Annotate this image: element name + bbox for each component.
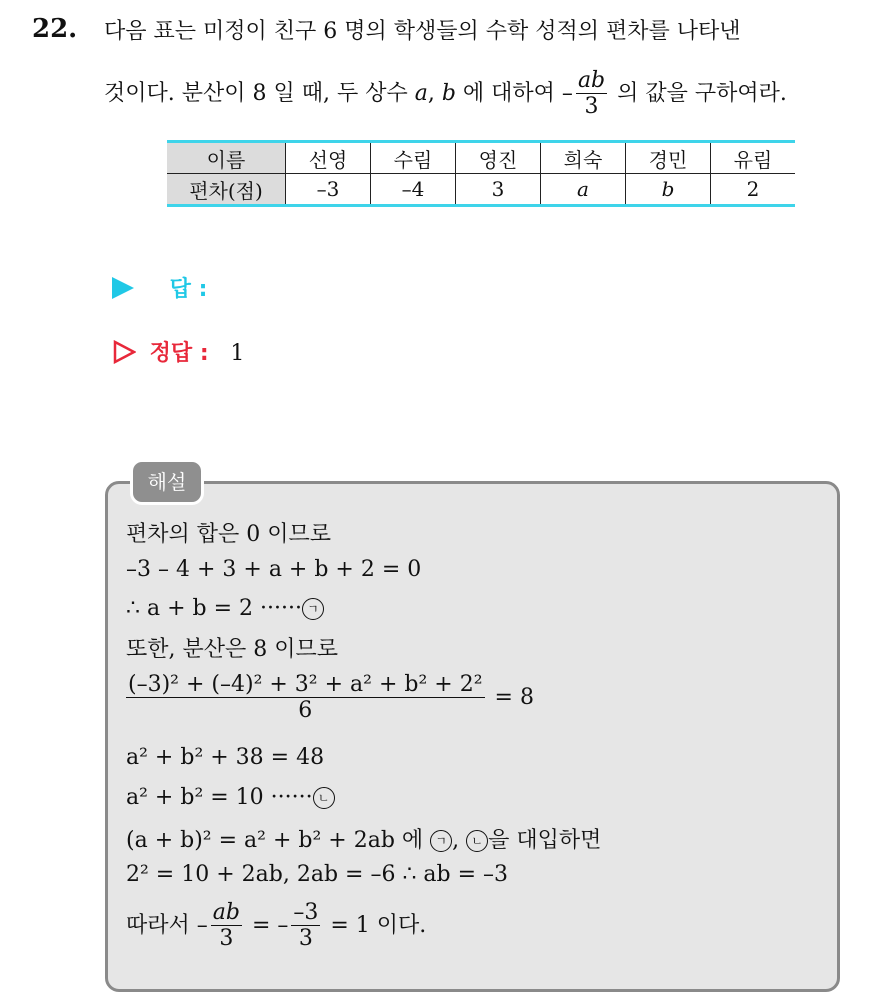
fraction-ab-over-3 (576, 68, 607, 120)
solution-text: ∴ a + b = 2 ······ (126, 596, 302, 621)
fraction-denominator: 3 (298, 926, 313, 952)
table-cell: 희숙 (541, 142, 626, 174)
question-line-2 (104, 68, 787, 120)
answer-row (112, 272, 207, 303)
circled-mark-nieun: ㄴ (313, 787, 335, 809)
correct-answer-label: 정답 : (149, 341, 209, 366)
solution-line-10 (126, 900, 426, 952)
circled-mark-giyeok: ㄱ (302, 598, 324, 620)
solution-tag: 해설 (130, 459, 204, 505)
question-text: 의 값을 구하여라. (610, 80, 787, 106)
fraction-ab-over-3 (211, 900, 242, 952)
variable-a: a (577, 177, 589, 201)
fraction-numerator: ab (212, 900, 240, 925)
solution-text: = 8 (494, 684, 534, 710)
solution-line-3 (126, 596, 324, 621)
circled-mark-nieun: ㄴ (466, 830, 488, 852)
solution-text: 따라서 – (126, 912, 208, 938)
filled-triangle-icon (112, 277, 134, 299)
fraction-numerator: ab (577, 68, 606, 93)
answer-label: 답 : (169, 277, 208, 302)
solution-line-7 (126, 785, 335, 810)
fraction-denominator: 3 (584, 94, 599, 120)
solution-line-9: 2² = 10 + 2ab, 2ab = –6 ∴ ab = –3 (126, 862, 509, 887)
circled-mark-giyeok: ㄱ (430, 830, 452, 852)
solution-line-1: 편차의 합은 0 이므로 (126, 522, 331, 547)
question-line-1: 다음 표는 미정이 친구 6 명의 학생들의 수학 성적의 편차를 나타낸 (104, 19, 741, 44)
solution-text: 을 대입하면 (488, 828, 602, 853)
comma: , (427, 80, 442, 106)
fraction-neg3-over-3 (291, 900, 320, 952)
deviation-table (167, 140, 795, 207)
table-cell: 유림 (711, 142, 796, 174)
solution-text: = 1 이다. (323, 912, 427, 938)
correct-answer-value: 1 (230, 341, 245, 366)
solution-line-2: –3 – 4 + 3 + a + b + 2 = 0 (126, 557, 422, 582)
table-cell: 2 (711, 174, 796, 206)
solution-line-4: 또한, 분산은 8 이므로 (126, 637, 338, 662)
question-text: 에 대하여 – (455, 80, 573, 106)
fraction-denominator: 3 (219, 926, 234, 952)
table-cell: 영진 (456, 142, 541, 174)
table-row (167, 174, 795, 206)
table-cell: 경민 (626, 142, 711, 174)
fraction-numerator: –3 (293, 900, 319, 925)
table-header-row (167, 142, 795, 174)
table-cell: 수림 (371, 142, 456, 174)
table-cell: 3 (456, 174, 541, 206)
solution-text: (a + b)² = a² + b² + 2ab 에 (126, 828, 431, 853)
outline-triangle-icon (112, 340, 136, 364)
solution-line-8 (126, 823, 601, 854)
question-text: 것이다. 분산이 8 일 때, 두 상수 (104, 80, 415, 106)
question-number: 22. (32, 14, 78, 44)
table-cell: 이름 (167, 142, 286, 174)
table-cell (541, 174, 626, 206)
variable-a: a (414, 80, 428, 106)
fraction-denominator: 6 (298, 698, 313, 724)
variable-b: b (661, 177, 675, 201)
fraction-numerator: (–3)² + (–4)² + 3² + a² + b² + 2² (128, 672, 483, 697)
table-cell (626, 174, 711, 206)
table-cell: –3 (286, 174, 371, 206)
solution-line-5 (126, 672, 534, 724)
solution-line-6: a² + b² + 38 = 48 (126, 745, 325, 770)
solution-text: , (452, 828, 467, 853)
solution-text: a² + b² = 10 ······ (126, 785, 313, 810)
correct-answer-row (112, 336, 244, 367)
variable-b: b (441, 80, 456, 106)
table-cell: –4 (371, 174, 456, 206)
table-cell: 선영 (286, 142, 371, 174)
solution-text: = – (244, 912, 289, 938)
variance-fraction (126, 672, 485, 724)
table-cell: 편차(점) (167, 174, 286, 206)
